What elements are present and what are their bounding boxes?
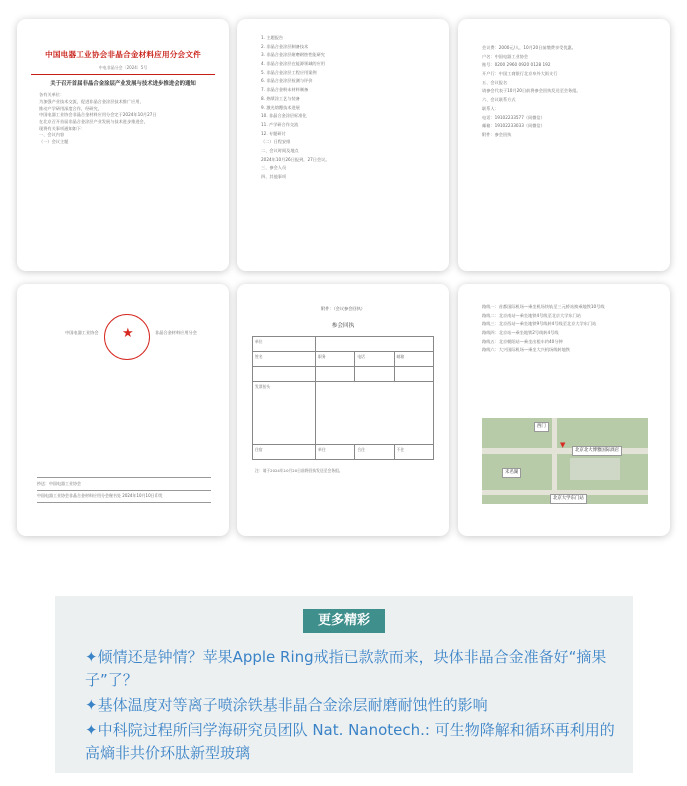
list-item: 电话：19102233577（同微信） bbox=[482, 114, 545, 120]
official-seal bbox=[104, 314, 150, 360]
agenda-list bbox=[261, 35, 425, 180]
table-row bbox=[253, 337, 434, 352]
list-item: 请参会代表于10月20日前将参会回执发送至会务组。 bbox=[482, 88, 581, 94]
form-note: 注：请于2024年10月20日前将回执发送至会务组。 bbox=[255, 468, 343, 474]
stamp-right-text: 非晶合金材料应用分会 bbox=[155, 330, 197, 335]
list-item: 1. 主题报告 bbox=[261, 35, 284, 40]
table-cell bbox=[316, 382, 434, 445]
reply-form-table bbox=[252, 336, 434, 460]
table-row bbox=[253, 382, 434, 445]
notice-title: 关于召开首届非晶合金涂层产业发展与技术进步推进会的通知 bbox=[50, 80, 196, 87]
list-item: 二、会议时间及地点 bbox=[261, 147, 299, 153]
table-cell: 住宿 bbox=[253, 445, 316, 460]
footer-cc: 抄送：中国电器工业协会 bbox=[37, 480, 81, 486]
map-label-venue: 未名湖 bbox=[502, 468, 521, 478]
table-cell: 单住 bbox=[316, 445, 355, 460]
list-item: 路线二：北京南站—乘坐地铁4号线至北京大学东门站 bbox=[482, 312, 581, 318]
list-item: 三、参会人员 bbox=[261, 165, 287, 171]
list-item: 2. 非晶合金涂层制备技术 bbox=[261, 43, 309, 49]
page-6-directions[interactable] bbox=[458, 284, 670, 536]
table-cell: 合住 bbox=[355, 445, 394, 460]
list-item: 9. 激光熔覆技术进展 bbox=[261, 104, 300, 110]
body-line: 各有关单位： bbox=[39, 92, 65, 98]
body-line: 中国电器工业协会非晶合金材料应用分会定于2024年10月27日 bbox=[39, 112, 157, 118]
list-item: 10. 非晶合金涂层标准化 bbox=[261, 113, 307, 119]
table-cell bbox=[394, 367, 433, 382]
list-item: 四、其他事项 bbox=[261, 174, 287, 179]
body-line: 为加强产业技术交流，促进非晶合金涂层技术推广应用， bbox=[39, 99, 144, 105]
route-list bbox=[482, 304, 646, 354]
table-cell: 不住 bbox=[394, 445, 433, 460]
list-item: 开户行：中国工商银行北京阜外大街支行 bbox=[482, 71, 558, 77]
list-item: 4. 非晶合金涂层在能源领域的应用 bbox=[261, 61, 325, 67]
more-title-badge: 更多精彩 bbox=[303, 609, 385, 633]
related-article-link[interactable]: ✦中科院过程所闫学海研究员团队 Nat. Nanotech.: 可生物降解和循环再利用的高熵非共价环肽新型玻璃 bbox=[85, 721, 615, 762]
map-label-hotel: 北京北大博雅国际酒店 bbox=[572, 446, 622, 456]
list-item: 五、会议报名 bbox=[482, 79, 508, 85]
table-cell bbox=[355, 367, 394, 382]
table-row bbox=[253, 367, 434, 382]
related-article-link[interactable]: ✦倾情还是钟情？苹果Apple Ring戒指已款款而来，块体非晶合金准备好“摘果子”了？ bbox=[85, 648, 607, 689]
stamp-area bbox=[17, 314, 229, 374]
list-item: 会议费：2000元/人，10月20日前缴费享受优惠。 bbox=[482, 45, 576, 50]
list-item: 联系人： bbox=[482, 105, 499, 111]
stamp-left-text: 中国电器工业协会 bbox=[65, 330, 99, 335]
page-3-fees-contact[interactable] bbox=[458, 19, 670, 271]
form-title: 参会回执 bbox=[331, 323, 355, 330]
location-map bbox=[482, 418, 648, 504]
footer-rule bbox=[37, 502, 211, 503]
list-item: 11. 产学研合作交流 bbox=[261, 121, 299, 127]
list-item: 路线六：大兴国际机场—乘坐大兴机场线转地铁 bbox=[482, 347, 570, 353]
map-block bbox=[570, 458, 620, 480]
footer-rule bbox=[37, 477, 211, 478]
page-2-agenda[interactable] bbox=[237, 19, 449, 271]
star-icon: ★ bbox=[122, 326, 134, 341]
body-line: 现将有关事项通知如下： bbox=[39, 125, 86, 131]
red-divider bbox=[31, 74, 215, 75]
related-article-link[interactable]: ✦基体温度对等离子喷涂铁基非晶合金涂层耐磨耐蚀性的影响 bbox=[85, 696, 488, 714]
table-cell: 邮箱 bbox=[394, 352, 433, 367]
table-cell: 单位 bbox=[253, 337, 316, 352]
list-item: 路线一：首都国际机场—乘坐机场快轨至三元桥站换乘地铁10号线 bbox=[482, 304, 605, 309]
list-item: （二）日程安排 bbox=[261, 139, 291, 145]
list-item: 8. 热喷涂工艺与装备 bbox=[261, 95, 300, 101]
body-line: 一、会议内容 bbox=[39, 132, 65, 138]
location-pin-icon: ▼ bbox=[560, 441, 566, 449]
map-label-station: 北京大学东门站 bbox=[550, 494, 587, 504]
body-line: 推动产学研用深度合作，经研究， bbox=[39, 105, 102, 111]
table-cell bbox=[316, 367, 355, 382]
table-cell bbox=[316, 337, 434, 352]
body-line: （一）会议主题 bbox=[39, 139, 69, 145]
list-item: 户名：中国电器工业协会 bbox=[482, 53, 529, 59]
form-caption: 附件：（会议参会回执） bbox=[321, 306, 365, 311]
list-item: 附件：参会回执 bbox=[482, 131, 512, 137]
list-item: 6. 非晶合金涂层检测与评价 bbox=[261, 78, 313, 84]
list-item: 六、会议联系方式 bbox=[482, 97, 516, 103]
table-row bbox=[253, 352, 434, 367]
table-cell: 职务 bbox=[316, 352, 355, 367]
list-item: 7. 非晶合金粉末材料制备 bbox=[261, 87, 309, 93]
page-1-notice-cover[interactable] bbox=[17, 19, 229, 271]
table-cell: 电话 bbox=[355, 352, 394, 367]
list-item: 路线五：北京朝阳站—乘坐出租车约40分钟 bbox=[482, 338, 563, 344]
org-title: 中国电器工业协会非晶合金材料应用分会文件 bbox=[45, 50, 201, 59]
notice-body bbox=[39, 92, 207, 145]
list-item: 5. 非晶合金涂层工程应用案例 bbox=[261, 69, 317, 75]
table-row bbox=[253, 445, 434, 460]
table-cell: 姓名 bbox=[253, 352, 316, 367]
footer-rule bbox=[37, 490, 211, 491]
body-line: 在北京召开首届非晶合金涂层产业发展与技术进步推进会， bbox=[39, 119, 148, 125]
list-item: 3. 非晶合金涂层耐磨耐蚀性能研究 bbox=[261, 52, 325, 58]
list-item: 2024年10月26日报到，27日会议。 bbox=[261, 156, 330, 162]
map-label-gate: 西门 bbox=[534, 422, 549, 432]
more-content-panel bbox=[55, 596, 633, 773]
list-item: 路线三：北京西站—乘坐地铁9号线转4号线至北京大学东门站 bbox=[482, 321, 597, 327]
fees-list bbox=[482, 45, 646, 138]
table-cell bbox=[253, 367, 316, 382]
footer bbox=[37, 474, 211, 506]
table-cell: 发票抬头 bbox=[253, 382, 316, 445]
page-5-reply-form[interactable] bbox=[237, 284, 449, 536]
doc-number: 中电非晶分会〔2024〕5号 bbox=[98, 65, 148, 70]
list-item: 12. 专题研讨 bbox=[261, 130, 286, 136]
list-item: 账号：0200 2960 0920 0128 192 bbox=[482, 62, 551, 68]
related-links bbox=[85, 646, 615, 767]
list-item: 路线四：北京站—乘坐地铁2号线转4号线 bbox=[482, 330, 559, 336]
list-item: 邮箱：19102233033（同微信） bbox=[482, 123, 545, 129]
page-4-stamp[interactable] bbox=[17, 284, 229, 536]
footer-issuer: 中国电器工业协会非晶合金材料应用分会秘书处 2024年10月10日印发 bbox=[37, 493, 163, 499]
